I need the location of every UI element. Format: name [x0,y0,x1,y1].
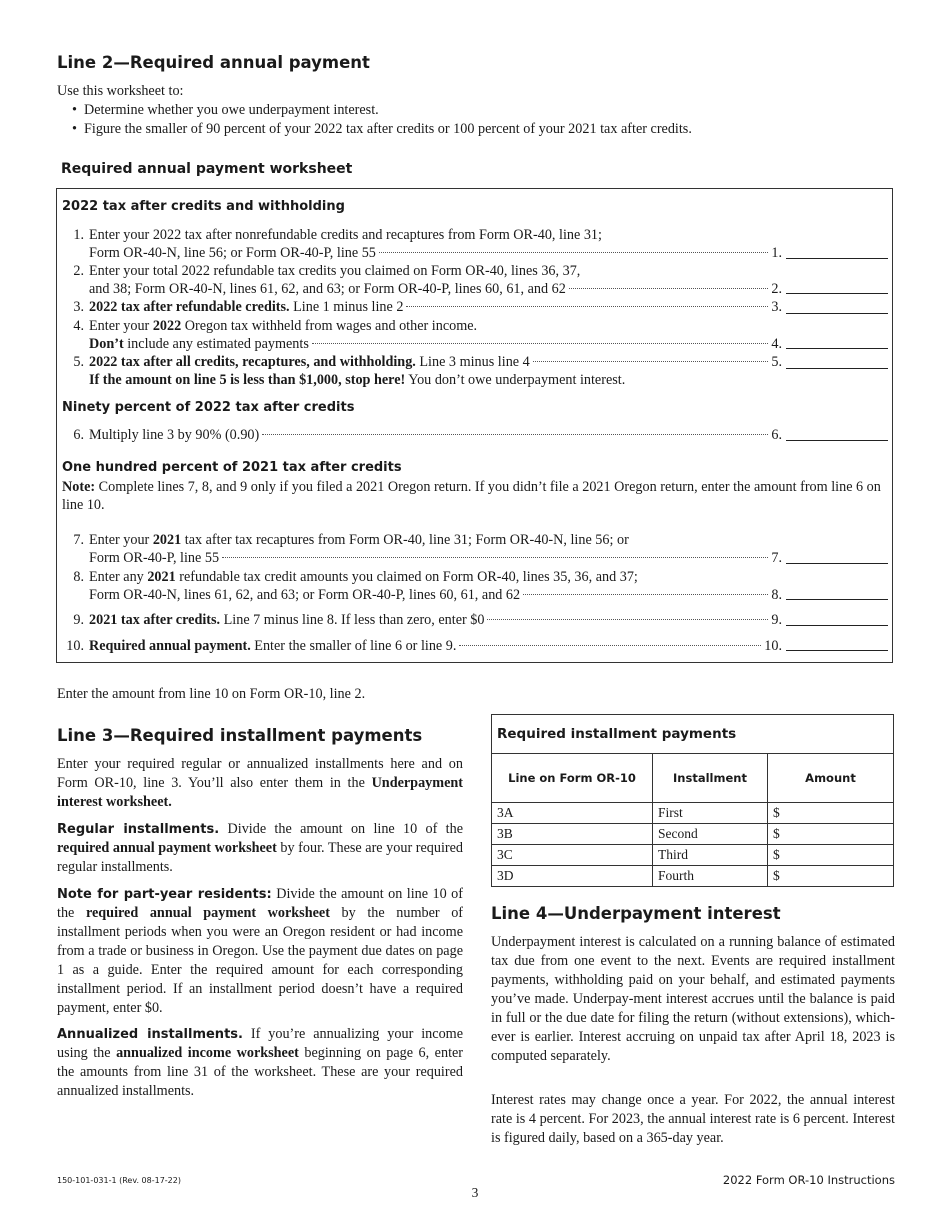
page-number: 3 [471,1185,479,1200]
table-row [492,803,894,824]
bullet-item: • Determine whether you owe underpayment interest. [72,102,379,119]
entry-field-line-1[interactable] [786,258,888,259]
table-cell: 3D [492,866,653,887]
worksheet-line-8: 8. Enter any 2021 refundable tax credit amounts you claimed on Form OR-40, lines 35, 36, and 37; Form OR-40-N, lines 61, 62, and 63; or Form OR-40-P, lines 60, 61, and 62 8. [73,569,782,603]
entry-field-line-7[interactable] [786,563,888,564]
line-ref: 5. [771,354,782,370]
worksheet-line-9: 9. 2021 tax after credits. Line 7 minus line 8. If less than zero, enter $0 9. [73,612,782,628]
line-ref: 2. [771,281,782,297]
table-cell: Second [653,824,768,845]
worksheet-line-10: 10. Required annual payment. Enter the smaller of line 6 or line 9. 10. [66,638,782,654]
entry-field-line-4[interactable] [786,348,888,349]
line-text: Line 1 minus line 2 [293,299,404,315]
form-code: 150-101-031-1 (Rev. 08-17-22) [57,1176,181,1185]
worksheet-note: Note: Complete lines 7, 8, and 9 only if you filed a 2021 Oregon return. If you didn’t file a 2021 Oregon return, enter the amount from line 6 on line 10. [62,479,881,513]
line-ref: 6. [771,427,782,443]
column-header: Installment [653,754,768,803]
entry-field-line-9[interactable] [786,625,888,626]
entry-field-line-6[interactable] [786,440,888,441]
worksheet-section-heading: 2022 tax after credits and withholding [62,199,345,214]
worksheet-line-2: 2. Enter your total 2022 refundable tax credits you claimed on Form OR-40, lines 36, 37, and 38; Form OR-40-N, lines 61, 62, and 63; or Form OR-40-P, lines 60, 61, and 62 2. [73,263,782,297]
amount-field[interactable]: $ [768,824,894,845]
amount-field[interactable]: $ [768,845,894,866]
document-title: 2022 Form OR-10 Instructions [722,1173,895,1187]
table-row [492,845,894,866]
required-installment-payments-table [491,714,894,887]
worksheet-line-1 [62,226,782,262]
worksheet-section-heading: One hundred percent of 2021 tax after credits [62,460,402,475]
line-text: Enter your total 2022 refundable tax credits you claimed on Form OR-40, lines 36, 37, [89,263,581,279]
line4-heading: Line 4—Underpayment interest [491,904,781,923]
table-cell: 3B [492,824,653,845]
line2-intro: Use this worksheet to: [57,83,184,99]
after-worksheet-instruction: Enter the amount from line 10 on Form OR-10, line 2. [57,686,366,702]
worksheet-line-3: 3. 2022 tax after refundable credits. Line 1 minus line 2 3. [73,299,782,315]
table-row [492,824,894,845]
worksheet-line-5: 5. 2022 tax after all credits, recaptures, and withholding. Line 3 minus line 4 5. If the amount on line 5 is less than $1,000, stop here! You don’t owe underpayment interest. [73,354,782,388]
line3-paragraph: Enter your required regular or annualized installments here and on Form OR-10, line 3. You’ll also enter them in the Underpayment interest worksheet. [57,756,463,810]
line4-paragraph: Underpayment interest is calculated on a running balance of estimated tax due from one event to the next. Events are required installment payments, withholding paid on your behalf, and estimated payments you’ve made. Underpay-ment interest accrues until the balance is paid in full or the due date for filing the return (without extensions), which-ever is earlier. Interest accruing on unpaid tax after April 18, 2023 is computed separately. [491,934,895,1064]
entry-field-line-3[interactable] [786,313,888,314]
entry-field-line-5[interactable] [786,368,888,369]
line-text: and 38; Form OR-40-N, lines 61, 62, and 63; or Form OR-40-P, lines 60, 61, and 62 [89,281,566,297]
part-year-residents-paragraph: Note for part-year residents: Divide the amount on line 10 of the required annual payment worksheet by the number of installment periods when you were an Oregon resident or had income from a trade or business in Oregon. Use the payment due dates on page 1 as a guide. Enter the required amount for each corresponding installment period. If an installment period doesn’t have a required payment, enter $0. [57,886,464,1016]
line-ref: 1. [771,245,782,261]
line-number: 1. [73,227,84,243]
line-ref: 4. [771,336,782,352]
required-annual-payment-worksheet [56,188,893,663]
table-cell: First [653,803,768,824]
column-header: Amount [768,754,894,803]
bullet-item: • Figure the smaller of 90 percent of your 2022 tax after credits or 100 percent of your 2021 tax after credits. [72,121,692,138]
worksheet-line-4: 4. Enter your 2022 Oregon tax withheld from wages and other income. Don’t include any estimated payments 4. [73,318,782,352]
entry-field-line-10[interactable] [786,650,888,651]
entry-field-line-2[interactable] [786,293,888,294]
line-ref: 7. [771,550,782,566]
line3-heading: Line 3—Required installment payments [57,726,423,745]
line-text: Enter your 2022 tax after nonrefundable credits and recaptures from Form OR-40, line 31; [89,227,602,243]
line2-heading: Line 2—Required annual payment [57,53,370,72]
table-cell: Fourth [653,866,768,887]
line-ref: 9. [771,612,782,628]
annualized-installments-paragraph: Annualized installments. If you’re annualizing your income using the annualized income worksheet beginning on page 6, enter the amounts from line 31 of the worksheet. These are your required annualized installments. [57,1026,464,1099]
line-label: 2022 tax after refundable credits. [89,299,290,315]
amount-field[interactable]: $ [768,866,894,887]
entry-field-line-8[interactable] [786,599,888,600]
line-ref: 8. [771,587,782,603]
worksheet-line-7: 7. Enter your 2021 tax after tax recaptures from Form OR-40, line 31; Form OR-40-N, line 56; or Form OR-40-P, line 55 7. [73,532,782,566]
amount-field[interactable]: $ [768,803,894,824]
line4-paragraph: Interest rates may change once a year. For 2022, the annual interest rate is 4 percent. For 2023, the annual interest rate is 6 percent. Interest is figured daily, based on a 365-day year. [491,1092,895,1146]
regular-installments-paragraph: Regular installments. Divide the amount on line 10 of the required annual payment worksheet by four. These are your required regular installments. [57,821,463,875]
line-text: Form OR-40-N, line 56; or Form OR-40-P, line 55 [89,245,376,261]
table-row [492,866,894,887]
worksheet-title: Required annual payment worksheet [61,161,353,177]
table-cell: 3C [492,845,653,866]
table-cell: Third [653,845,768,866]
line-ref: 10. [764,638,782,654]
table-cell: 3A [492,803,653,824]
line-ref: 3. [771,299,782,315]
table-caption: Required installment payments [492,715,894,754]
column-header: Line on Form OR-10 [492,754,653,803]
worksheet-section-heading: Ninety percent of 2022 tax after credits [62,400,355,415]
worksheet-line-6: 6. Multiply line 3 by 90% (0.90) 6. [73,427,782,443]
